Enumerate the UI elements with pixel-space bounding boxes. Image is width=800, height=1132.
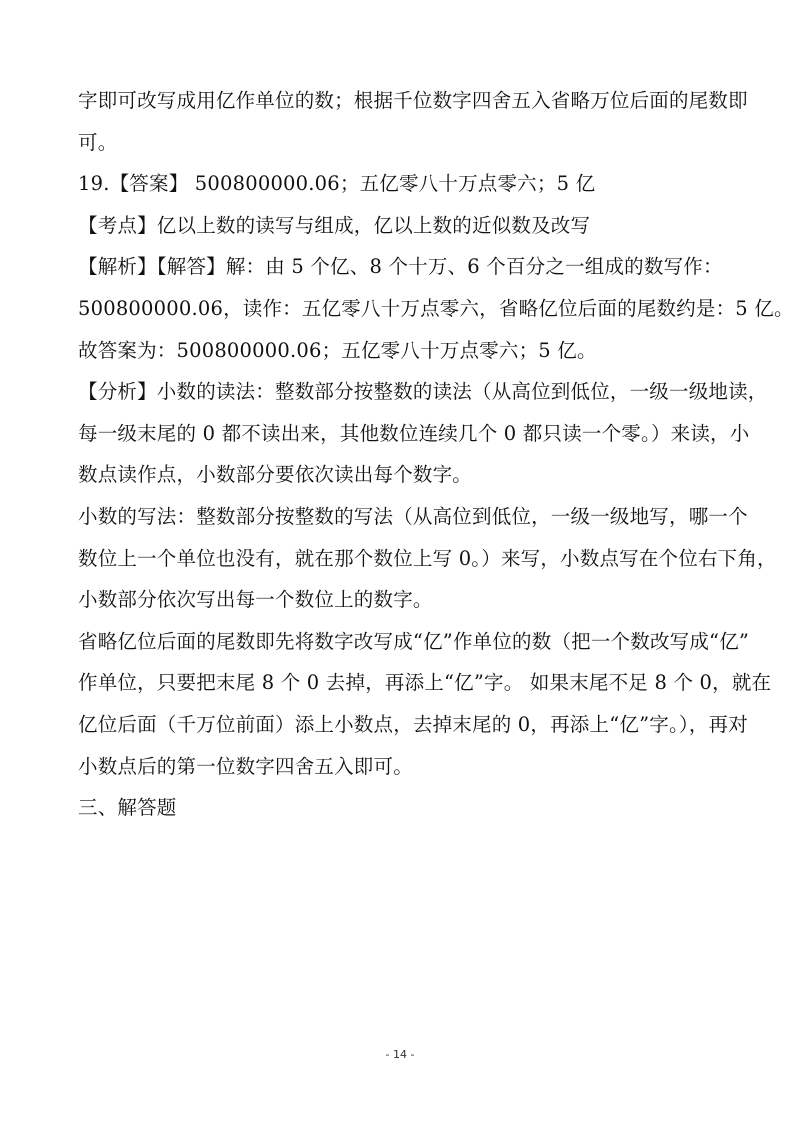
analysis-line: 【解析】【解答】解：由 5 个亿、8 个十万、6 个百分之一组成的数写作： bbox=[78, 255, 723, 279]
text-line: 500800000.06，读作：五亿零八十万点零六，省略亿位后面的尾数约是：5 亿。 bbox=[78, 296, 794, 320]
text-line: 小数的写法：整数部分按整数的写法（从高位到低位，一级一级地写，哪一个 bbox=[78, 504, 748, 528]
text-line: 小数部分依次写出每一个数位上的数字。 bbox=[78, 588, 433, 612]
answer-line: 19.【答案】 500800000.06；五亿零八十万点零六；5 亿 bbox=[78, 172, 596, 196]
section-heading: 三、解答题 bbox=[78, 796, 177, 820]
key-point-line: 【考点】亿以上数的读写与组成，亿以上数的近似数及改写 bbox=[78, 213, 591, 237]
text-line: 数位上一个单位也没有，就在那个数位上写 0。）来写，小数点写在个位右下角， bbox=[78, 546, 777, 570]
text-line: 数点读作点，小数部分要依次读出每个数字。 bbox=[78, 463, 473, 487]
text-line: 小数点后的第一位数字四舍五入即可。 bbox=[78, 754, 413, 778]
text-line: 省略亿位后面的尾数即先将数字改写成“亿”作单位的数（把一个数改写成“亿” bbox=[78, 629, 750, 653]
text-line: 字即可改写成用亿作单位的数；根据千位数字四舍五入省略万位后面的尾数即 bbox=[78, 89, 748, 112]
text-line: 亿位后面（千万位前面）添上小数点，去掉末尾的 0，再添上“亿”字。），再对 bbox=[78, 712, 748, 736]
page-number: - 14 - bbox=[385, 1048, 415, 1061]
text-line: 可。 bbox=[78, 130, 118, 154]
explanation-line: 【分析】小数的读法：整数部分按整数的读法（从高位到低位，一级一级地读， bbox=[78, 380, 768, 404]
text-line: 每一级末尾的 0 都不读出来，其他数位连续几个 0 都只读一个零。）来读，小 bbox=[78, 421, 750, 445]
text-line: 作单位，只要把末尾 8 个 0 去掉，再添上“亿”字。 如果末尾不足 8 个 0，就在 bbox=[78, 671, 772, 695]
final-answer-line: 故答案为：500800000.06；五亿零八十万点零六；5 亿。 bbox=[78, 338, 597, 362]
page-content bbox=[78, 80, 794, 829]
